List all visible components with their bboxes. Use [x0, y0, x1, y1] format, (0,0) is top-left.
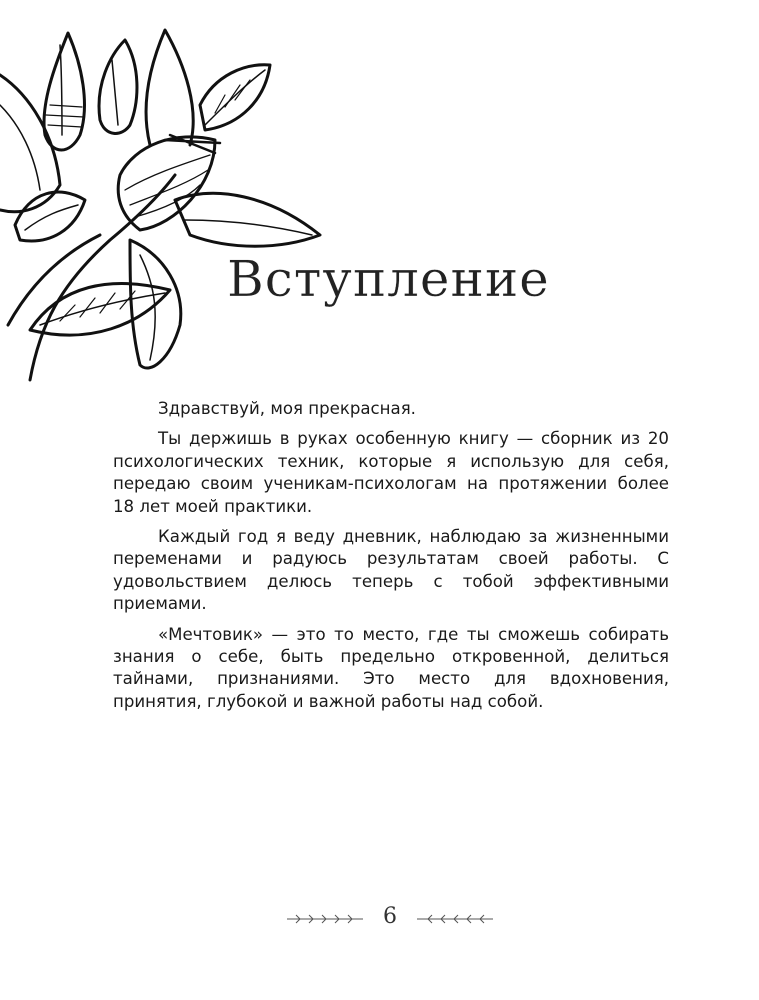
page-number: 6 — [383, 904, 397, 929]
intro-text — [113, 398, 669, 721]
leaf-sprig-icon — [415, 912, 495, 926]
paragraph: Ты держишь в руках особенную книгу — сборник из 20 психологических техник, которые я использую для себя, передаю своим ученикам-психологам на протяжении более 18 лет моей практики. — [113, 429, 669, 516]
page-title: Вступление — [227, 250, 550, 308]
paragraph: Здравствуй, моя прекрасная. — [158, 399, 416, 418]
leaf-sprig-icon — [285, 912, 365, 926]
paragraph: Каждый год я веду дневник, наблюдаю за жизненными переменами и радуюсь результатам своей работы. С удовольствием делюсь теперь с тобой эффективными приемами. — [113, 527, 669, 614]
flower-illustration-icon — [0, 25, 330, 385]
paragraph: «Мечтовик» — это то место, где ты сможешь собирать знания о себе, быть предельно откровенной, делиться тайнами, признаниями. Это место для вдохновения, принятия, глубокой и важной работы над собой. — [113, 624, 669, 711]
page-footer — [0, 902, 759, 942]
